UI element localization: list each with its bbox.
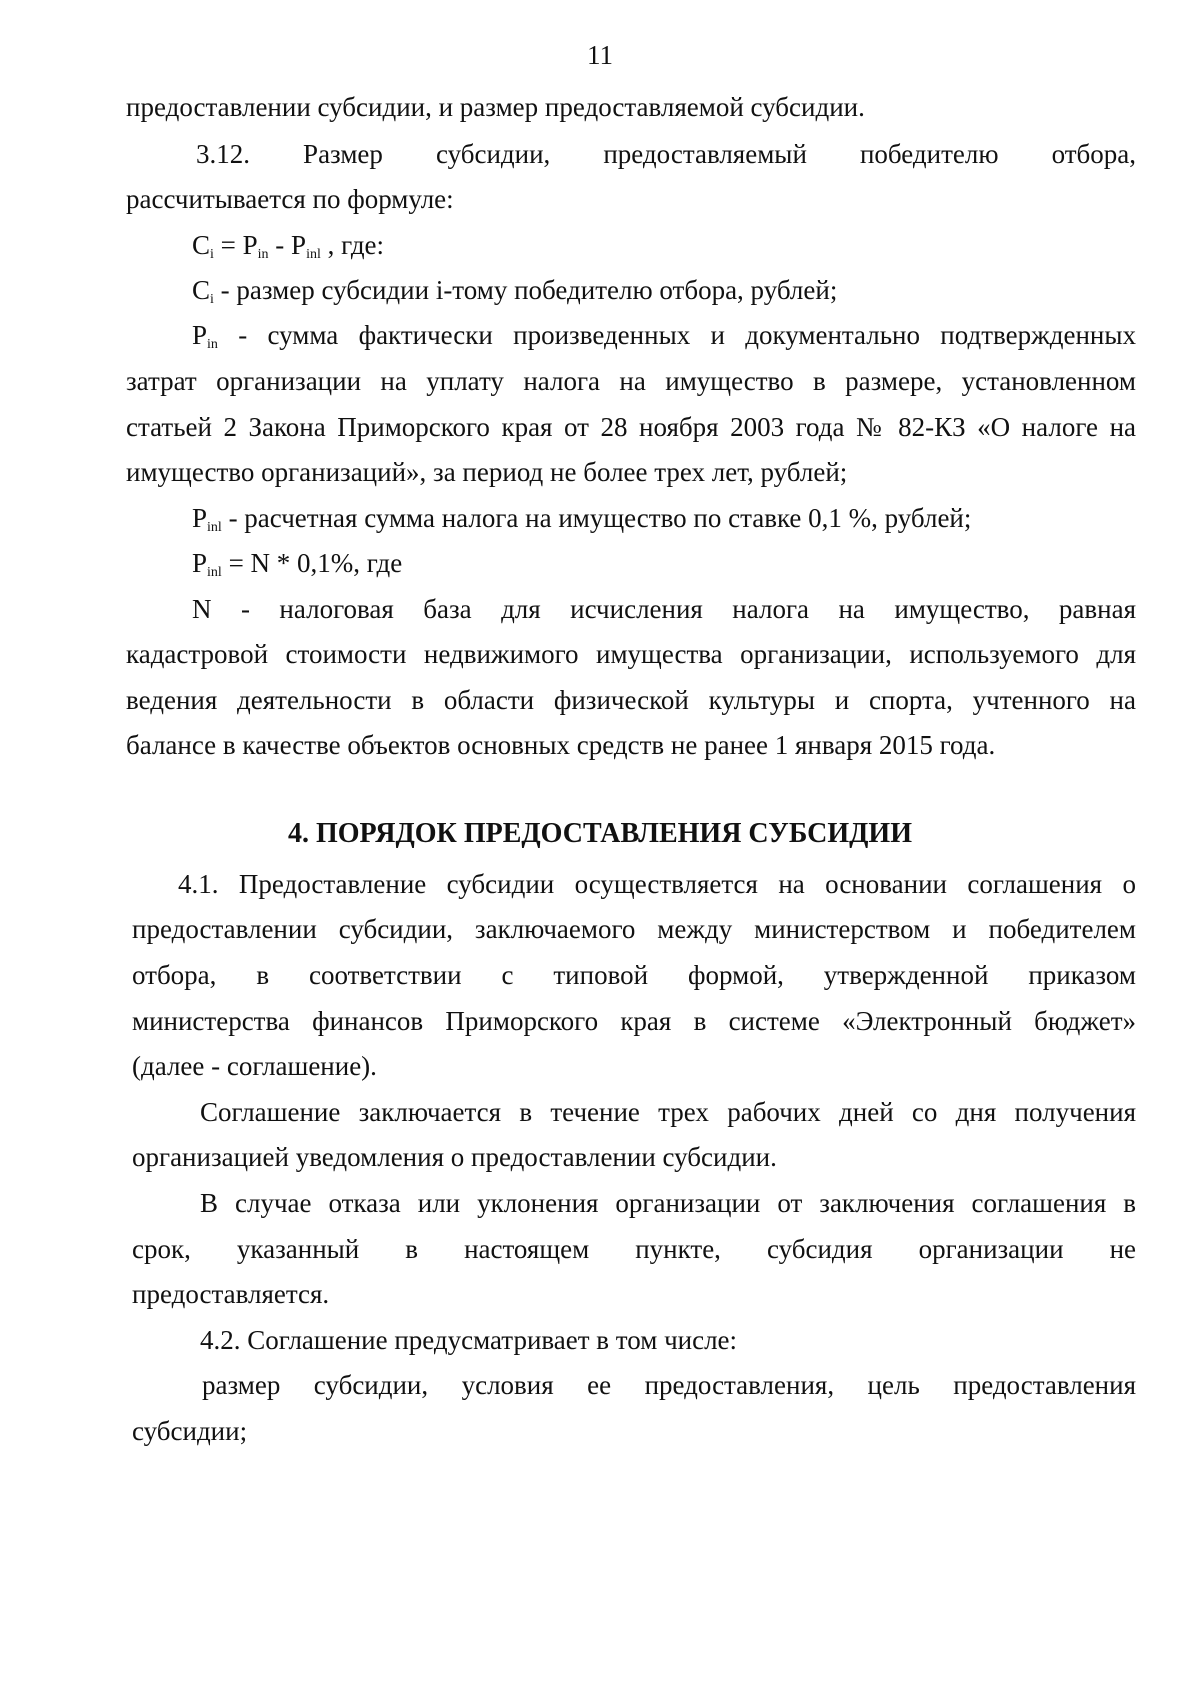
text-line: рассчитывается по формуле: xyxy=(126,184,454,214)
text-line: кадастровой стоимости недвижимого имущества организации, используемого для xyxy=(126,639,1136,669)
text-line: балансе в качестве объектов основных средств не ранее 1 января 2015 года. xyxy=(126,730,996,760)
text-line: предоставляется. xyxy=(132,1279,330,1309)
text-line: субсидии; xyxy=(132,1416,248,1446)
text-line: имущество организаций», за период не более трех лет, рублей; xyxy=(126,457,848,487)
text-line: 4.1. Предоставление субсидии осуществляется на основании соглашения о xyxy=(178,869,1136,899)
formula-line: $C_i$ - размер субсидии i-тому победителю отбора, рублей; xyxy=(192,275,838,307)
text-line: статьей 2 Закона Приморского края от 28 ноября 2003 года № 82-КЗ «О налоге на xyxy=(126,412,1136,442)
text-line: размер субсидии, условия ее предоставления, цель предоставления xyxy=(202,1370,1136,1400)
text-line: министерства финансов Приморского края в системе «Электронный бюджет» xyxy=(132,1006,1136,1036)
formula-line: $C_i = P_{in} - P_{inl}$ , где: xyxy=(192,230,385,262)
section-heading: 4. ПОРЯДОК ПРЕДОСТАВЛЕНИЯ СУБСИДИИ xyxy=(288,818,912,849)
text-line: предоставлении субсидии, заключаемого между министерством и победителем xyxy=(132,914,1136,944)
text-line: затрат организации на уплату налога на имущество в размере, установленном xyxy=(126,366,1136,396)
formula-line: $P_{inl}$ - расчетная сумма налога на имущество по ставке 0,1 %, рублей; xyxy=(192,503,972,535)
text-line: ведения деятельности в области физической культуры и спорта, учтенного на xyxy=(126,685,1136,715)
text-line: срок, указанный в настоящем пункте, субсидия организации не xyxy=(132,1234,1136,1264)
text-line: 3.12. Размер субсидии, предоставляемый победителю отбора, xyxy=(196,139,1136,169)
text-line: Соглашение заключается в течение трех рабочих дней со дня получения xyxy=(200,1097,1136,1127)
text-line: предоставлении субсидии, и размер предоставляемой субсидии. xyxy=(126,92,865,122)
formula-line: $P_{inl} = N * 0,1\%$, где xyxy=(192,548,403,580)
formula-line: $P_{in}$ - сумма фактически произведенных и документально подтвержденных xyxy=(192,320,1136,352)
text-line: 4.2. Соглашение предусматривает в том числе: xyxy=(200,1325,738,1355)
text-line: (далее - соглашение). xyxy=(132,1051,377,1081)
text-line: организацией уведомления о предоставлении субсидии. xyxy=(132,1142,777,1172)
text-line: В случае отказа или уклонения организации от заключения соглашения в xyxy=(200,1188,1136,1218)
text-line: отбора, в соответствии с типовой формой, утвержденной приказом xyxy=(132,960,1136,990)
page-number: 11 xyxy=(587,40,613,70)
text-line: N - налоговая база для исчисления налога на имущество, равная xyxy=(192,594,1136,624)
